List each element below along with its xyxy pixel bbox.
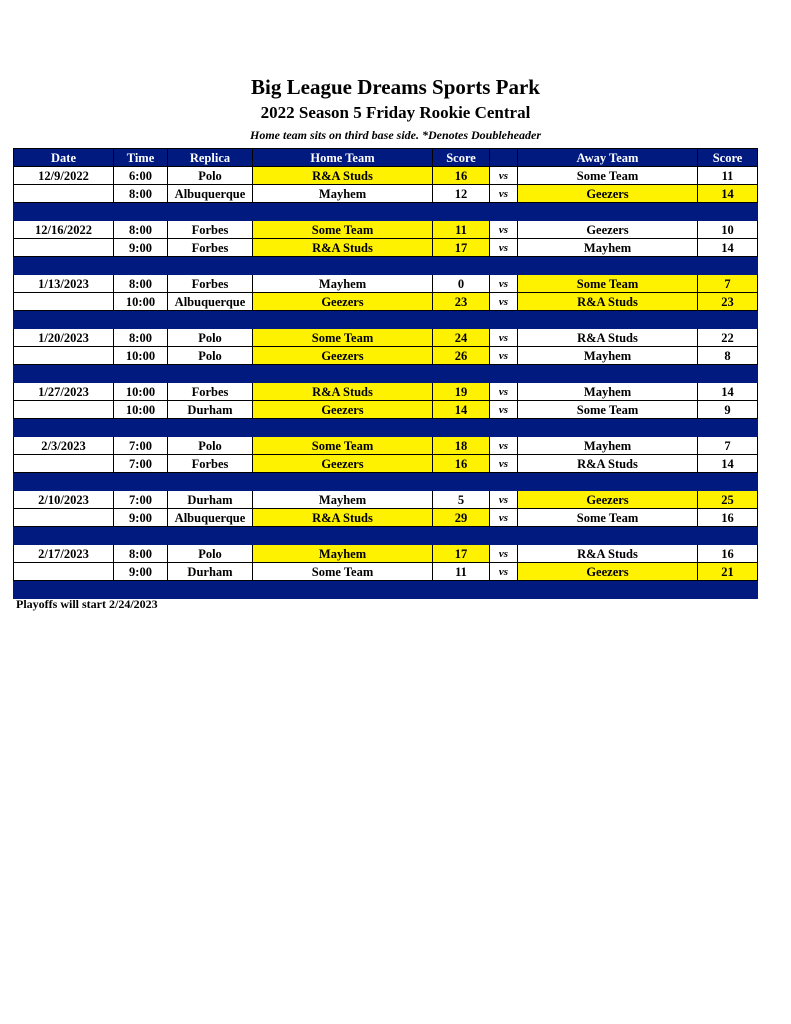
time-cell: 8:00 (114, 329, 168, 347)
column-header: Home Team (253, 149, 433, 167)
replica-cell: Polo (168, 329, 253, 347)
home-team-cell: R&A Studs (253, 383, 433, 401)
schedule-body (14, 167, 758, 599)
table-row (14, 383, 758, 401)
time-cell: 9:00 (114, 563, 168, 581)
home-team-cell: Geezers (253, 293, 433, 311)
week-separator (14, 257, 758, 275)
separator-cell (490, 581, 518, 599)
away-team-cell: R&A Studs (518, 293, 698, 311)
home-score-cell: 23 (433, 293, 490, 311)
vs-cell: vs (490, 275, 518, 293)
vs-cell: vs (490, 347, 518, 365)
separator-cell (433, 203, 490, 221)
home-team-cell: Some Team (253, 221, 433, 239)
date-cell (14, 347, 114, 365)
vs-cell: vs (490, 221, 518, 239)
date-cell: 2/17/2023 (14, 545, 114, 563)
column-header: Time (114, 149, 168, 167)
home-score-cell: 18 (433, 437, 490, 455)
away-team-cell: Some Team (518, 401, 698, 419)
away-team-cell: Mayhem (518, 347, 698, 365)
home-team-cell: R&A Studs (253, 509, 433, 527)
time-cell: 7:00 (114, 491, 168, 509)
replica-cell: Polo (168, 437, 253, 455)
away-team-cell: Geezers (518, 221, 698, 239)
table-row (14, 329, 758, 347)
date-cell (14, 239, 114, 257)
separator-cell (168, 527, 253, 545)
date-cell: 2/10/2023 (14, 491, 114, 509)
home-team-cell: Geezers (253, 347, 433, 365)
separator-cell (490, 419, 518, 437)
home-score-cell: 17 (433, 545, 490, 563)
home-team-cell: Mayhem (253, 545, 433, 563)
separator-cell (518, 473, 698, 491)
separator-cell (253, 473, 433, 491)
vs-cell: vs (490, 455, 518, 473)
away-score-cell: 14 (698, 239, 758, 257)
separator-cell (14, 527, 114, 545)
home-team-cell: Some Team (253, 329, 433, 347)
away-score-cell: 23 (698, 293, 758, 311)
separator-cell (114, 581, 168, 599)
away-team-cell: R&A Studs (518, 329, 698, 347)
time-cell: 6:00 (114, 167, 168, 185)
away-score-cell: 16 (698, 509, 758, 527)
separator-cell (253, 365, 433, 383)
away-score-cell: 10 (698, 221, 758, 239)
separator-cell (168, 473, 253, 491)
away-score-cell: 11 (698, 167, 758, 185)
separator-cell (698, 203, 758, 221)
away-score-cell: 25 (698, 491, 758, 509)
replica-cell: Albuquerque (168, 509, 253, 527)
date-cell (14, 185, 114, 203)
away-score-cell: 22 (698, 329, 758, 347)
separator-cell (518, 581, 698, 599)
replica-cell: Forbes (168, 383, 253, 401)
home-score-cell: 11 (433, 563, 490, 581)
away-score-cell: 14 (698, 185, 758, 203)
time-cell: 7:00 (114, 455, 168, 473)
separator-cell (14, 581, 114, 599)
week-separator (14, 203, 758, 221)
table-row (14, 563, 758, 581)
home-team-cell: Some Team (253, 563, 433, 581)
time-cell: 9:00 (114, 509, 168, 527)
separator-cell (168, 419, 253, 437)
column-header: Score (433, 149, 490, 167)
date-cell (14, 509, 114, 527)
separator-cell (114, 365, 168, 383)
replica-cell: Forbes (168, 239, 253, 257)
away-team-cell: Some Team (518, 509, 698, 527)
vs-cell: vs (490, 329, 518, 347)
separator-cell (433, 581, 490, 599)
away-team-cell: R&A Studs (518, 455, 698, 473)
replica-cell: Forbes (168, 455, 253, 473)
separator-cell (14, 257, 114, 275)
separator-cell (168, 311, 253, 329)
date-cell: 1/20/2023 (14, 329, 114, 347)
away-score-cell: 9 (698, 401, 758, 419)
away-score-cell: 7 (698, 275, 758, 293)
vs-cell: vs (490, 491, 518, 509)
separator-cell (518, 257, 698, 275)
table-row (14, 239, 758, 257)
time-cell: 10:00 (114, 293, 168, 311)
separator-cell (114, 257, 168, 275)
date-cell (14, 455, 114, 473)
home-team-cell: Geezers (253, 401, 433, 419)
separator-cell (168, 365, 253, 383)
vs-cell: vs (490, 185, 518, 203)
vs-cell: vs (490, 401, 518, 419)
separator-cell (698, 365, 758, 383)
table-row (14, 293, 758, 311)
separator-cell (433, 365, 490, 383)
separator-cell (698, 527, 758, 545)
home-score-cell: 14 (433, 401, 490, 419)
separator-cell (433, 311, 490, 329)
replica-cell: Durham (168, 563, 253, 581)
home-team-cell: R&A Studs (253, 239, 433, 257)
replica-cell: Polo (168, 347, 253, 365)
separator-cell (518, 365, 698, 383)
schedule-table (13, 148, 758, 599)
home-team-cell: Some Team (253, 437, 433, 455)
replica-cell: Forbes (168, 275, 253, 293)
date-cell: 1/13/2023 (14, 275, 114, 293)
page-title: Big League Dreams Sports Park (251, 75, 540, 99)
week-separator (14, 365, 758, 383)
time-cell: 8:00 (114, 275, 168, 293)
separator-cell (168, 257, 253, 275)
week-separator (14, 581, 758, 599)
date-cell: 12/9/2022 (14, 167, 114, 185)
separator-cell (433, 257, 490, 275)
home-score-cell: 29 (433, 509, 490, 527)
separator-cell (253, 419, 433, 437)
date-cell: 1/27/2023 (14, 383, 114, 401)
column-header: Date (14, 149, 114, 167)
date-cell (14, 563, 114, 581)
vs-cell: vs (490, 239, 518, 257)
table-row (14, 401, 758, 419)
separator-cell (168, 581, 253, 599)
separator-cell (14, 203, 114, 221)
home-score-cell: 24 (433, 329, 490, 347)
table-row (14, 275, 758, 293)
home-score-cell: 11 (433, 221, 490, 239)
time-cell: 8:00 (114, 221, 168, 239)
table-row (14, 221, 758, 239)
away-score-cell: 16 (698, 545, 758, 563)
time-cell: 7:00 (114, 437, 168, 455)
table-row (14, 455, 758, 473)
date-cell (14, 401, 114, 419)
home-team-cell: Mayhem (253, 275, 433, 293)
page-note: Home team sits on third base side. *Denotes Doubleheader (250, 128, 541, 142)
home-team-cell: R&A Studs (253, 167, 433, 185)
separator-cell (698, 311, 758, 329)
separator-cell (14, 365, 114, 383)
separator-cell (490, 473, 518, 491)
home-score-cell: 17 (433, 239, 490, 257)
separator-cell (698, 581, 758, 599)
home-score-cell: 0 (433, 275, 490, 293)
away-score-cell: 14 (698, 455, 758, 473)
away-team-cell: R&A Studs (518, 545, 698, 563)
vs-cell: vs (490, 293, 518, 311)
date-cell: 12/16/2022 (14, 221, 114, 239)
replica-cell: Polo (168, 545, 253, 563)
home-score-cell: 16 (433, 167, 490, 185)
week-separator (14, 419, 758, 437)
week-separator (14, 527, 758, 545)
separator-cell (253, 203, 433, 221)
table-row (14, 545, 758, 563)
separator-cell (490, 527, 518, 545)
page-subtitle: 2022 Season 5 Friday Rookie Central (260, 103, 531, 122)
separator-cell (253, 527, 433, 545)
separator-cell (14, 311, 114, 329)
vs-cell: vs (490, 383, 518, 401)
away-team-cell: Geezers (518, 185, 698, 203)
date-cell: 2/3/2023 (14, 437, 114, 455)
home-score-cell: 19 (433, 383, 490, 401)
separator-cell (114, 203, 168, 221)
playoffs-note: Playoffs will start 2/24/2023 (16, 597, 158, 611)
home-score-cell: 16 (433, 455, 490, 473)
table-row (14, 347, 758, 365)
separator-cell (114, 419, 168, 437)
table-row (14, 185, 758, 203)
table-row (14, 491, 758, 509)
separator-cell (433, 419, 490, 437)
column-header (490, 149, 518, 167)
away-team-cell: Mayhem (518, 239, 698, 257)
time-cell: 10:00 (114, 347, 168, 365)
separator-cell (114, 527, 168, 545)
away-team-cell: Mayhem (518, 383, 698, 401)
replica-cell: Durham (168, 491, 253, 509)
week-separator (14, 311, 758, 329)
separator-cell (14, 473, 114, 491)
separator-cell (114, 473, 168, 491)
away-team-cell: Geezers (518, 563, 698, 581)
home-score-cell: 26 (433, 347, 490, 365)
separator-cell (490, 203, 518, 221)
time-cell: 8:00 (114, 545, 168, 563)
column-header: Score (698, 149, 758, 167)
replica-cell: Forbes (168, 221, 253, 239)
separator-cell (518, 419, 698, 437)
replica-cell: Albuquerque (168, 185, 253, 203)
away-score-cell: 21 (698, 563, 758, 581)
separator-cell (518, 311, 698, 329)
time-cell: 8:00 (114, 185, 168, 203)
separator-cell (490, 311, 518, 329)
table-row (14, 437, 758, 455)
table-row (14, 509, 758, 527)
replica-cell: Albuquerque (168, 293, 253, 311)
time-cell: 10:00 (114, 401, 168, 419)
time-cell: 9:00 (114, 239, 168, 257)
separator-cell (698, 473, 758, 491)
separator-cell (518, 527, 698, 545)
table-row (14, 167, 758, 185)
week-separator (14, 473, 758, 491)
vs-cell: vs (490, 563, 518, 581)
header-row (14, 149, 758, 167)
separator-cell (698, 257, 758, 275)
home-team-cell: Mayhem (253, 185, 433, 203)
vs-cell: vs (490, 509, 518, 527)
replica-cell: Polo (168, 167, 253, 185)
home-team-cell: Geezers (253, 455, 433, 473)
away-team-cell: Some Team (518, 167, 698, 185)
away-team-cell: Geezers (518, 491, 698, 509)
vs-cell: vs (490, 437, 518, 455)
home-score-cell: 12 (433, 185, 490, 203)
time-cell: 10:00 (114, 383, 168, 401)
separator-cell (168, 203, 253, 221)
column-header: Away Team (518, 149, 698, 167)
separator-cell (698, 419, 758, 437)
home-team-cell: Mayhem (253, 491, 433, 509)
separator-cell (518, 203, 698, 221)
separator-cell (490, 365, 518, 383)
away-team-cell: Mayhem (518, 437, 698, 455)
home-score-cell: 5 (433, 491, 490, 509)
vs-cell: vs (490, 167, 518, 185)
separator-cell (433, 473, 490, 491)
column-header: Replica (168, 149, 253, 167)
away-score-cell: 8 (698, 347, 758, 365)
separator-cell (433, 527, 490, 545)
separator-cell (490, 257, 518, 275)
away-score-cell: 7 (698, 437, 758, 455)
vs-cell: vs (490, 545, 518, 563)
away-team-cell: Some Team (518, 275, 698, 293)
separator-cell (253, 581, 433, 599)
separator-cell (14, 419, 114, 437)
separator-cell (253, 311, 433, 329)
separator-cell (253, 257, 433, 275)
away-score-cell: 14 (698, 383, 758, 401)
date-cell (14, 293, 114, 311)
replica-cell: Durham (168, 401, 253, 419)
separator-cell (114, 311, 168, 329)
